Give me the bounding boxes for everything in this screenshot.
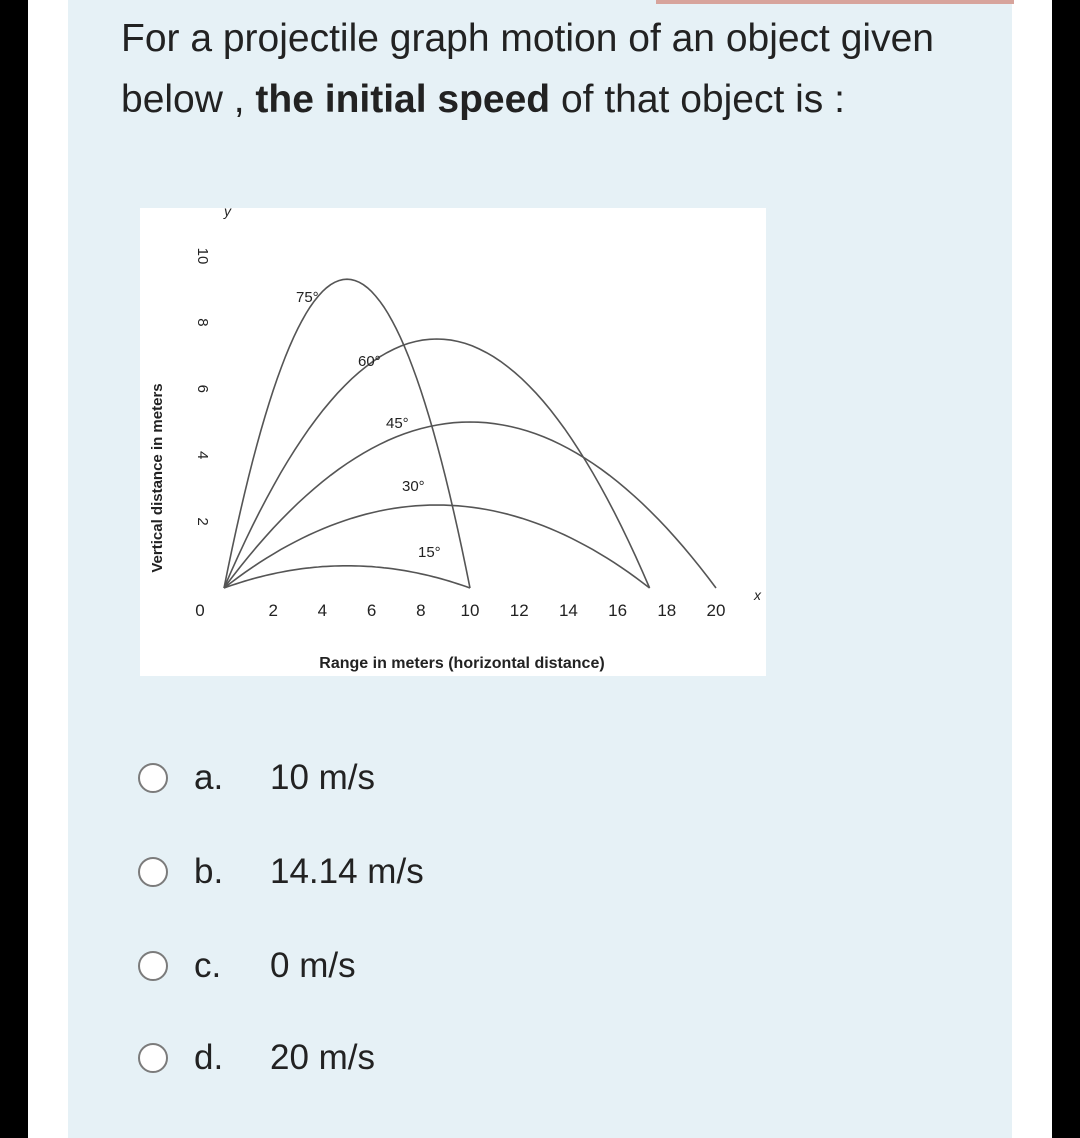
radio-d[interactable] [138,1043,168,1073]
x-tick-label: 12 [509,601,529,620]
option-c[interactable] [138,936,638,996]
option-b[interactable] [138,842,638,902]
option-a-text: 10 m/s [270,758,376,797]
trajectory-curve [224,422,716,588]
option-d-text: 20 m/s [270,1038,376,1077]
x-tick-label: 16 [608,601,628,620]
y-axis-letter: y [224,208,231,219]
x-axis-letter: x [754,587,761,603]
x-tick-label: 8 [416,601,426,620]
option-c-text: 0 m/s [270,946,356,985]
y-tick-label: 4 [194,451,211,460]
question-text-bold: the initial speed [255,78,551,121]
x-tick-label: 0 [195,601,205,620]
radio-a[interactable] [138,763,168,793]
x-tick-label: 20 [706,601,726,620]
x-tick-label: 2 [268,601,278,620]
question-text-end: of that object is : [550,78,845,121]
angle-label: 45° [386,415,409,432]
y-tick-label: 6 [194,384,211,393]
question-text-start: For a projectile graph motion of an object given below , [121,17,934,121]
option-b-text: 14.14 m/s [270,852,424,891]
option-c-letter: c. [194,946,222,985]
projectile-graph [140,208,766,676]
radio-c[interactable] [138,951,168,981]
x-axis-title: Range in meters (horizontal distance) [319,655,605,672]
y-tick-label: 2 [194,517,211,526]
top-accent-line [656,0,1014,4]
x-tick-label: 4 [317,601,328,620]
x-tick-label: 6 [366,601,377,620]
angle-label: 75° [296,289,319,306]
y-tick-label: 8 [194,318,211,327]
y-tick-label: 10 [194,247,211,265]
radio-b[interactable] [138,857,168,887]
trajectory-curve [224,566,470,588]
x-tick-label: 14 [558,601,578,620]
projectile-chart-svg [140,208,766,676]
option-d[interactable] [138,1028,638,1088]
option-a-letter: a. [194,758,224,797]
option-d-letter: d. [194,1038,224,1077]
angle-label: 30° [402,478,425,495]
x-tick-label: 18 [657,601,677,620]
y-axis-title: Vertical distance in meters [149,383,166,573]
x-tick-label: 10 [460,601,480,620]
question-text [121,8,981,130]
option-b-letter: b. [194,852,224,891]
angle-label: 15° [418,544,441,561]
angle-label: 60° [358,353,381,370]
option-a[interactable] [138,748,638,808]
